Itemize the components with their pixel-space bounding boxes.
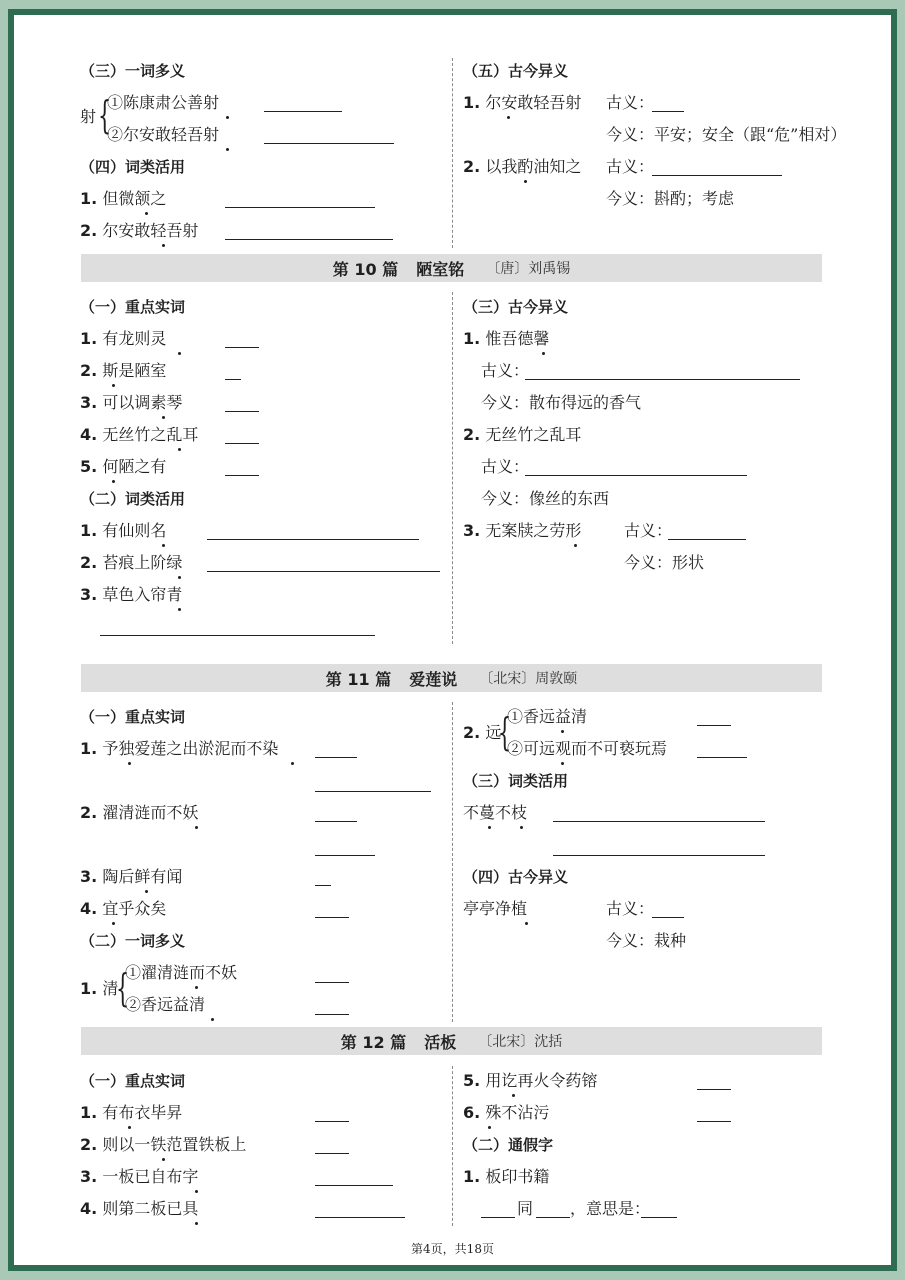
lesson-title: 活板 [424, 1032, 457, 1052]
emphasis-dot [128, 762, 131, 765]
item-number: 1. [80, 329, 98, 348]
answer-blank[interactable] [264, 143, 394, 144]
answer-blank[interactable] [697, 757, 747, 758]
item-text: 斯是陋室 [102, 361, 167, 380]
section-heading: （三）古今异义 [463, 298, 569, 316]
item-number: 2. [80, 361, 98, 380]
emphasis-dot [112, 384, 115, 387]
answer-blank[interactable] [315, 1153, 349, 1154]
answer-blank[interactable] [315, 917, 349, 918]
lesson-title-band [81, 1027, 822, 1055]
list-item [80, 867, 182, 887]
answer-blank[interactable] [553, 821, 765, 822]
section-heading: （二）一词多义 [80, 932, 186, 950]
item-text: 惟吾德馨 [485, 329, 550, 348]
list-item [80, 521, 166, 541]
emphasis-dot [178, 576, 181, 579]
polysemy-item: ②可远观而不可亵玩焉 [507, 739, 668, 758]
answer-blank[interactable] [315, 791, 431, 792]
emphasis-dot [226, 148, 229, 151]
answer-blank[interactable] [525, 379, 800, 380]
item-number: 1. [463, 329, 481, 348]
list-item [80, 457, 166, 477]
answer-blank[interactable] [315, 982, 349, 983]
list-item: 不蔓不枝 [463, 803, 528, 822]
ancient-meaning-label: 古义： [481, 457, 530, 476]
item-text: 有仙则名 [102, 521, 167, 540]
lesson-title-band [81, 254, 822, 282]
answer-blank[interactable] [207, 539, 419, 540]
list-item [80, 739, 278, 759]
answer-blank[interactable] [225, 411, 259, 412]
emphasis-dot [162, 1158, 165, 1161]
answer-blank[interactable] [315, 1185, 393, 1186]
item-text: 草色入帘青 [102, 585, 183, 604]
modern-meaning: 今义：像丝的东西 [481, 489, 610, 508]
item-text: 无案牍之劳形 [485, 521, 582, 540]
answer-blank[interactable] [652, 111, 684, 112]
item-number: 2. [80, 803, 98, 822]
emphasis-dot [178, 352, 181, 355]
item-text: 殊不沾污 [485, 1103, 550, 1122]
list-item [80, 361, 166, 381]
list-item [463, 1103, 549, 1123]
polysemy-item: ②香远益清 [125, 995, 206, 1014]
page-number: 第4页，共18页 [411, 1242, 494, 1256]
polysemy-key [80, 979, 118, 999]
item-number: 4. [80, 425, 98, 444]
column-divider [452, 702, 453, 1022]
item-text: 何陋之有 [102, 457, 167, 476]
ancient-meaning-label: 古义： [606, 899, 655, 918]
item-number: 5. [80, 457, 98, 476]
list-item [80, 1135, 246, 1155]
list-item [80, 585, 182, 605]
emphasis-dot [520, 826, 523, 829]
modern-meaning: 今义：散布得远的香气 [481, 393, 642, 412]
modern-meaning: 今义：斟酌；考虑 [606, 189, 735, 208]
item-text: 苔痕上阶绿 [102, 553, 183, 572]
item-number: 1. [80, 189, 98, 208]
ancient-meaning-label: 古义： [606, 157, 655, 176]
lesson-title: 爱莲说 [409, 669, 458, 689]
emphasis-dot [145, 890, 148, 893]
section-heading: （五）古今异义 [463, 62, 569, 80]
lesson-number: 第 11 篇 [325, 669, 392, 689]
item-number: 3. [80, 867, 98, 886]
section-heading: （一）重点实词 [80, 298, 186, 316]
lesson-title: 陋室铭 [416, 259, 465, 279]
emphasis-dot [195, 986, 198, 989]
lesson-number: 第 12 篇 [340, 1032, 407, 1052]
item-number: 2. [463, 157, 481, 176]
list-item [463, 425, 581, 445]
polysemy-item: ②尔安敢轻吾射 [107, 125, 220, 144]
item-text: 予独爱莲之出淤泥而不染 [102, 739, 279, 758]
item-text: 板印书籍 [485, 1167, 550, 1186]
section-heading: （四）词类活用 [80, 158, 186, 176]
list-item [80, 393, 182, 413]
emphasis-dot [112, 480, 115, 483]
list-item [463, 329, 549, 349]
item-text: 有龙则灵 [102, 329, 167, 348]
answer-blank[interactable] [225, 347, 259, 348]
answer-blank[interactable] [525, 475, 747, 476]
item-text: 用讫再火令药镕 [485, 1071, 598, 1090]
answer-blank[interactable] [315, 885, 331, 886]
section-heading: （三）一词多义 [80, 62, 186, 80]
lesson-number: 第 10 篇 [332, 259, 399, 279]
column-divider [452, 58, 453, 248]
emphasis-dot [488, 1126, 491, 1129]
item-text: 濯清涟而不妖 [102, 803, 199, 822]
answer-blank[interactable] [315, 757, 357, 758]
emphasis-dot [195, 826, 198, 829]
answer-blank[interactable] [481, 1217, 515, 1218]
answer-blank[interactable] [697, 1089, 731, 1090]
emphasis-dot [162, 416, 165, 419]
item-text: 有布衣毕昇 [102, 1103, 183, 1122]
polysemy-key: 射 [80, 107, 97, 126]
item-number: 3. [80, 585, 98, 604]
meaning-label: ，意思是： [570, 1199, 651, 1218]
item-text: 无丝竹之乱耳 [485, 425, 582, 444]
section-heading: （二）通假字 [463, 1136, 554, 1154]
emphasis-dot [524, 180, 527, 183]
emphasis-dot [211, 1018, 214, 1021]
lesson-title-band [81, 664, 822, 692]
list-item [80, 221, 198, 241]
emphasis-dot [178, 448, 181, 451]
answer-blank[interactable] [225, 379, 241, 380]
list-item [80, 189, 166, 209]
emphasis-dot [195, 1222, 198, 1225]
emphasis-dot [112, 922, 115, 925]
section-heading: （一）重点实词 [80, 708, 186, 726]
answer-blank[interactable] [315, 1014, 349, 1015]
lesson-author: 〔北宋〕周敦颐 [479, 671, 578, 687]
modern-meaning: 今义：形状 [624, 553, 705, 572]
emphasis-dot [145, 212, 148, 215]
column-divider [452, 1066, 453, 1226]
item-number: 5. [463, 1071, 481, 1090]
emphasis-dot [162, 544, 165, 547]
modern-meaning: 今义：平安；安全（跟“危”相对） [606, 125, 847, 144]
answer-blank[interactable] [315, 821, 357, 822]
item-text: 陶后鲜有闻 [102, 867, 183, 886]
list-item [80, 1167, 198, 1187]
emphasis-dot [488, 826, 491, 829]
tong-label: 同 [517, 1199, 534, 1218]
answer-blank[interactable] [100, 635, 375, 636]
item-number: 2. [463, 723, 481, 742]
item-number: 2. [80, 1135, 98, 1154]
item-text: 可以调素琴 [102, 393, 183, 412]
item-text: 远 [485, 723, 502, 742]
item-number: 1. [80, 1103, 98, 1122]
answer-blank[interactable] [225, 239, 393, 240]
item-number: 4. [80, 1199, 98, 1218]
emphasis-dot [291, 762, 294, 765]
emphasis-dot [178, 608, 181, 611]
item-text: 则以一铁范置铁板上 [102, 1135, 247, 1154]
section-heading: （四）古今异义 [463, 868, 569, 886]
list-item [463, 1167, 549, 1187]
item-text: 宜乎众矣 [102, 899, 167, 918]
emphasis-dot [507, 116, 510, 119]
answer-blank[interactable] [225, 475, 259, 476]
answer-blank[interactable] [652, 175, 782, 176]
answer-blank[interactable] [641, 1217, 677, 1218]
item-text: 清 [102, 979, 119, 998]
answer-blank[interactable] [315, 1217, 405, 1218]
ancient-meaning-label: 古义： [481, 361, 530, 380]
answer-blank[interactable] [207, 571, 440, 572]
answer-blank[interactable] [697, 1121, 731, 1122]
list-item [80, 553, 182, 573]
item-number: 1. [463, 1167, 481, 1186]
item-number: 2. [80, 553, 98, 572]
item-text: 尔安敢轻吾射 [102, 221, 199, 240]
item-number: 3. [80, 393, 98, 412]
item-number: 1. [80, 521, 98, 540]
item-text: 一板已自布字 [102, 1167, 199, 1186]
item-number: 1. [80, 739, 98, 758]
answer-blank[interactable] [536, 1217, 570, 1218]
item-text: 但微颔之 [102, 189, 167, 208]
item-number: 3. [80, 1167, 98, 1186]
modern-meaning: 今义：栽种 [606, 931, 687, 950]
section-heading: （二）词类活用 [80, 490, 186, 508]
answer-blank[interactable] [652, 917, 684, 918]
list-item [463, 521, 581, 541]
emphasis-dot [512, 1094, 515, 1097]
list-item [463, 157, 581, 177]
emphasis-dot [128, 1126, 131, 1129]
list-item [80, 329, 166, 349]
emphasis-dot [226, 116, 229, 119]
list-item [463, 1071, 597, 1091]
polysemy-item: ①濯清涟而不妖 [125, 963, 238, 982]
list-item [463, 93, 581, 113]
emphasis-dot [162, 244, 165, 247]
item-text: 无丝竹之乱耳 [102, 425, 199, 444]
item-text: 尔安敢轻吾射 [485, 93, 582, 112]
list-item [80, 1199, 198, 1219]
lesson-author: 〔唐〕刘禹锡 [486, 261, 571, 277]
list-item [80, 1103, 182, 1123]
emphasis-dot [525, 922, 528, 925]
brace: { [498, 710, 512, 754]
lesson-author: 〔北宋〕沈括 [478, 1034, 563, 1050]
item-number: 1. [80, 979, 98, 998]
column-divider [452, 292, 453, 644]
emphasis-dot [195, 1190, 198, 1193]
section-heading: （一）重点实词 [80, 1072, 186, 1090]
polysemy-key [463, 723, 501, 743]
brace: { [116, 966, 130, 1010]
item-number: 2. [463, 425, 481, 444]
list-item [80, 425, 198, 445]
polysemy-item: ①香远益清 [507, 707, 588, 726]
brace: { [98, 93, 112, 137]
item-number: 4. [80, 899, 98, 918]
item-number: 2. [80, 221, 98, 240]
polysemy-item: ①陈康肃公善射 [107, 93, 220, 112]
answer-blank[interactable] [553, 855, 765, 856]
answer-blank[interactable] [264, 111, 342, 112]
item-text: 则第二板已具 [102, 1199, 199, 1218]
list-item: 亭亭净植 [463, 899, 528, 918]
item-text: 以我酌油知之 [485, 157, 582, 176]
item-number: 6. [463, 1103, 481, 1122]
ancient-meaning-label: 古义： [624, 521, 673, 540]
answer-blank[interactable] [225, 207, 375, 208]
ancient-meaning-label: 古义： [606, 93, 655, 112]
answer-blank[interactable] [315, 855, 375, 856]
emphasis-dot [561, 762, 564, 765]
emphasis-dot [574, 544, 577, 547]
item-number: 1. [463, 93, 481, 112]
answer-blank[interactable] [315, 1121, 349, 1122]
item-number: 3. [463, 521, 481, 540]
section-heading: （三）词类活用 [463, 772, 569, 790]
answer-blank[interactable] [225, 443, 259, 444]
emphasis-dot [561, 730, 564, 733]
answer-blank[interactable] [697, 725, 731, 726]
answer-blank[interactable] [668, 539, 746, 540]
list-item [80, 803, 198, 823]
list-item [80, 899, 166, 919]
emphasis-dot [542, 352, 545, 355]
